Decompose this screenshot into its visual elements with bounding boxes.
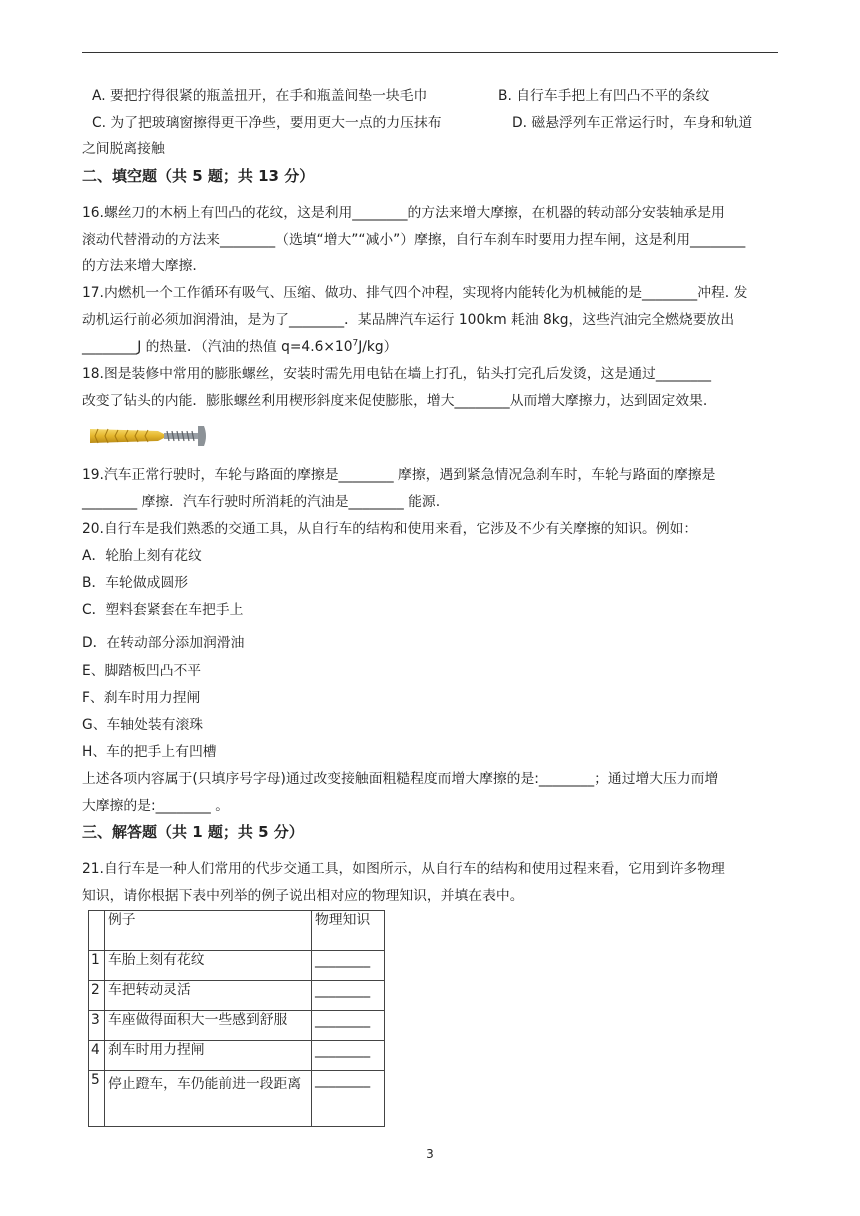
answer-blank: ________ bbox=[312, 1041, 385, 1071]
q20-item: A．轮胎上刻有花纹 bbox=[82, 548, 202, 564]
q19-line: 19.汽车正常行驶时，车轮与路面的摩擦是________ 摩擦，遇到紧急情况急刹车时，车轮与路面的摩擦是 bbox=[82, 467, 716, 483]
q20-item: C．塑料套紧套在车把手上 bbox=[82, 602, 244, 618]
q16-line: 的方法来增大摩擦. bbox=[82, 258, 197, 274]
answer-blank: ________ bbox=[312, 1011, 385, 1041]
q17-line: 17.内燃机一个工作循环有吸气、压缩、做功、排气四个冲程，实现将内能转化为机械能的是________冲程. 发 bbox=[82, 285, 748, 301]
table-cell: 停止蹬车，车仍能前进一段距离 bbox=[105, 1071, 312, 1127]
q20-question: 大摩擦的是:________ 。 bbox=[82, 798, 230, 814]
table-header-cell: 物理知识 bbox=[312, 911, 385, 951]
table-row bbox=[89, 1071, 385, 1127]
table-cell: 2 bbox=[89, 981, 105, 1011]
table-header-cell: 例子 bbox=[105, 911, 312, 951]
expansion-screw-image bbox=[88, 420, 212, 452]
q21-line: 21.自行车是一种人们常用的代步交通工具，如图所示，从自行车的结构和使用过程来看，它用到许多物理 bbox=[82, 861, 725, 877]
q15-option-c: C. 为了把玻璃窗擦得更干净些，要用更大一点的力压抹布 bbox=[92, 115, 442, 131]
q19-line: ________ 摩擦．汽车行驶时所消耗的汽油是________ 能源. bbox=[82, 494, 441, 510]
table-row bbox=[89, 1041, 385, 1071]
q20-item: E、脚踏板凹凸不平 bbox=[82, 663, 202, 679]
q16-line: 16.螺丝刀的木柄上有凹凸的花纹，这是利用________的方法来增大摩擦，在机器的转动部分安装轴承是用 bbox=[82, 205, 725, 221]
page-number: 3 bbox=[426, 1147, 434, 1161]
q20-item: H、车的把手上有凹槽 bbox=[82, 744, 217, 760]
q18-line: 18.图是装修中常用的膨胀螺丝，安装时需先用电钻在墙上打孔，钻头打完孔后发烫，这是通过________ bbox=[82, 366, 712, 382]
table-cell: 车胎上刻有花纹 bbox=[105, 951, 312, 981]
answer-blank: ________ bbox=[312, 1071, 385, 1127]
q20-item: G、车轴处装有滚珠 bbox=[82, 717, 204, 733]
q17-line: ________J 的热量．（汽油的热值 $q=4.6\times 10^7J/kg$） bbox=[82, 338, 398, 355]
table-row bbox=[89, 1011, 385, 1041]
q20-intro: 20.自行车是我们熟悉的交通工具，从自行车的结构和使用来看，它涉及不少有关摩擦的知识。例如： bbox=[82, 521, 698, 537]
q15-option-b: B. 自行车手把上有凹凸不平的条纹 bbox=[498, 88, 710, 104]
table-cell: 1 bbox=[89, 951, 105, 981]
physics-knowledge-table bbox=[88, 910, 385, 1127]
table-cell: 5 bbox=[89, 1071, 105, 1127]
table-header-row bbox=[89, 911, 385, 951]
q17-line: 动机运行前必须加润滑油，是为了________．某品牌汽车运行 100km 耗油 8kg，这些汽油完全燃烧要放出 bbox=[82, 312, 735, 328]
q15-option-a: A. 要把拧得很紧的瓶盖扭开，在手和瓶盖间垫一块毛巾 bbox=[92, 88, 428, 104]
table-cell: 车把转动灵活 bbox=[105, 981, 312, 1011]
table-cell: 车座做得面积大一些感到舒服 bbox=[105, 1011, 312, 1041]
q15-option-d-cont: 之间脱离接触 bbox=[82, 141, 165, 157]
q20-item: B．车轮做成圆形 bbox=[82, 575, 189, 591]
q16-line: 滚动代替滑动的方法来________（选填“增大”“减小”）摩擦，自行车刹车时要用力捏车闸，这是利用________ bbox=[82, 232, 746, 248]
table-cell: 刹车时用力捏闸 bbox=[105, 1041, 312, 1071]
table-row bbox=[89, 951, 385, 981]
table-cell: 3 bbox=[89, 1011, 105, 1041]
q20-item: F、刹车时用力捏闸 bbox=[82, 690, 201, 706]
answer-blank: ________ bbox=[312, 951, 385, 981]
q21-line: 知识，请你根据下表中列举的例子说出相对应的物理知识，并填在表中。 bbox=[82, 888, 524, 904]
section-answer-heading: 三、解答题（共 1 题；共 5 分） bbox=[82, 823, 304, 841]
q15-option-d: D. 磁悬浮列车正常运行时，车身和轨道 bbox=[512, 115, 753, 131]
table-cell: 4 bbox=[89, 1041, 105, 1071]
section-fill-blank-heading: 二、填空题（共 5 题；共 13 分） bbox=[82, 167, 315, 185]
q20-question: 上述各项内容属于(只填序号字母)通过改变接触面粗糙程度而增大摩擦的是:________；通过增大压力而增 bbox=[82, 771, 719, 787]
answer-blank: ________ bbox=[312, 981, 385, 1011]
q18-line: 改变了钻头的内能．膨胀螺丝利用楔形斜度来促使膨胀，增大________从而增大摩擦力，达到固定效果. bbox=[82, 393, 708, 409]
table-row bbox=[89, 981, 385, 1011]
q20-item: D．在转动部分添加润滑油 bbox=[82, 635, 245, 651]
header-rule bbox=[82, 52, 778, 53]
table-header-cell bbox=[89, 911, 105, 951]
